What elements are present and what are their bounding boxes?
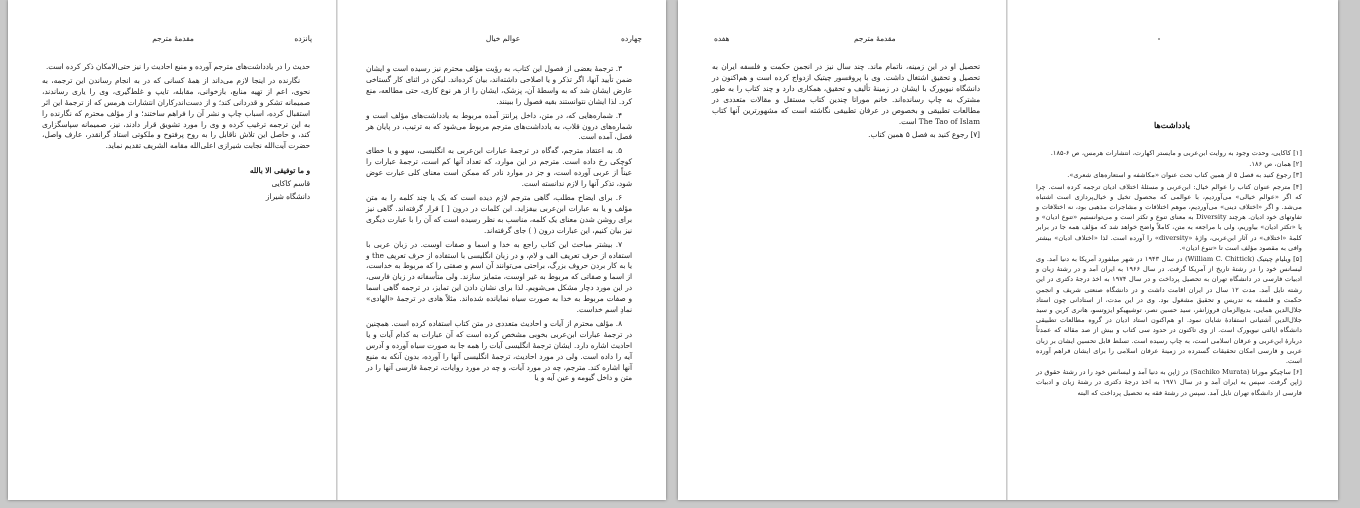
running-header bbox=[34, 34, 312, 46]
note-item: [۲] همان، ص ۱۸۶. bbox=[1249, 160, 1302, 169]
signature-block bbox=[42, 164, 310, 203]
page-mark bbox=[1158, 38, 1160, 40]
book-spread-left bbox=[8, 0, 666, 500]
paragraph: حدیث را در یادداشت‌های مترجم آورده و منبع احادیث را نیز حتی‌الامکان ذکر کرده است. bbox=[45, 62, 310, 71]
page-body bbox=[42, 62, 310, 203]
paragraph: ۶. برای ایضاح مطلب، گاهی مترجم لازم دیده است که یک یا چند کلمه را به متن مؤلف و یا به عبارات ابن‌عربی بیفزاید. این کلمات در درون [ ] قرار گرفته‌اند. گاهی نیز برای روشن شدن معنای یک کلمه، مناسب به نظر رسیده است که آن را با عبارت دیگری نیز بیان کنیم، این عبارات درون ( ) جای گرفته‌اند. bbox=[366, 192, 632, 235]
paragraph: ۴. شماره‌هایی که، در متن، داخل پرانتز آمده مربوط به یادداشت‌های مؤلف است و شماره‌های درون قلاب، به یادداشت‌های مترجم مربوط می‌شود که به ترتیب، در پایان هر فصل، آمده است. bbox=[366, 110, 632, 142]
translator-name: قاسم کاکایی bbox=[271, 179, 310, 189]
page-number: هفده bbox=[714, 34, 730, 43]
page-number: پانزده bbox=[294, 34, 312, 43]
paragraph: ۸. مؤلف محترم از آیات و احادیث متعددی در متن کتاب استفاده کرده است. همچنین در ترجمۀ عبارات ابن‌عربی بخوبی مشخص کرده است که آن عبارات به کدام آیات و یا احادیث اشاره دارد. ایشان ترجمۀ انگلیسی آیات را همه جا به صورت سیاه آورده و آدرس آیه را داده است. ولی در مورد احادیث، ترجمۀ انگلیسی آنها را آورده، بدون آنکه به منبع آنها اشاره کند. مترجم، چه در مورد آیات، و چه در مورد روایات، ترجمۀ فارسی آنها را در متن و داخل گیومه و عین آیه و یا bbox=[366, 318, 632, 383]
paragraph: ۵. به اعتقاد مترجم، گه‌گاه در ترجمۀ عبارات ابن‌عربی به انگلیسی، سهو و یا خطای کوچکی رخ داده است. مترجم در این موارد، که تعداد آنها کم است، ترجمۀ عبارات را عیناً از عربی آورده است، و جز در موارد نادر که ممکن است معنای کلی عبارت عوض شود، تذکر آنها را لازم ندانسته است. bbox=[366, 146, 632, 189]
paragraph: ۳. ترجمۀ بعضی از فصول این کتاب، به رؤیت مؤلف محترم نیز رسیده است و ایشان ضمن تأیید آنها، اگر تذکر و یا اصلاحی داشته‌اند، بیان کرده‌اند. لیکن در اثنای کار گستاخی عارض ایشان شد که به واسطۀ آن، پزشک، ایشان را از هر نوع کاری، حتی مطالعه، منع کرد. لذا ایشان نتوانستند بقیه فصول را ببینند. bbox=[366, 64, 632, 106]
notes-heading: یادداشت‌ها bbox=[1153, 120, 1191, 130]
running-header bbox=[364, 34, 642, 46]
paragraph: تحصیل او در این زمینه، ناتمام ماند. چند سال نیز در انجمن حکمت و فلسفه ایران به تحصیل و تحقیق اشتغال داشت. وی با پروفسور چیتیک ازدواج کرده است و هم‌اکنون در دانشگاه نیویورک با ایشان در زمینۀ تألیف و تحقیق، همکاری دارد و چند کتاب را به طور مشترک به چاپ رسانده‌اند. خانم موراتا چندین کتاب مستقل و مقالات متعددی در مطالعات تطبیقی و بخصوص در عرفان تطبیقی نگاشته است که مشهورترین آنها کتاب The Tao of Islam است. bbox=[712, 62, 980, 126]
running-title: مقدمۀ مترجم bbox=[854, 34, 896, 43]
page-17 bbox=[678, 0, 1006, 500]
note-item: [۵] ویلیام چیتیک (William C. Chittick) در سال ۱۹۴۳ در شهر میلفورد آمریکا به دنیا آمد. وی لیسانس خود را در رشتۀ تاریخ از آمریکا گرفت. در سال ۱۹۶۶ به ایران آمد و در رشتۀ زبان و ادبیات فارسی در دانشگاه تهران به تحصیل پرداخت و در سال ۱۹۷۴ به اخذ درجۀ دکتری در این رشته نایل آمد. مدت ۱۲ سال در ایران اقامت داشت و در دانشگاه صنعتی شریف و انجمن حکمت و فلسفه به تدریس و تحقیق مشغول بود. وی در این مدت، از استادانی چون استاد جلال‌الدین همایی، بدیع‌الزمان فروزانفر، سید حسین نصر، توشیهیکو ایزوتسو، هانری کربن و سید جلال‌الدین آشتیانی استفادۀ شایان نمود. او هم‌اکنون استاد ادیان در گروه مطالعات تطبیقی دانشگاه ایالتی نیویورک است. از وی تاکنون در حدود سی کتاب و بیش از صد مقاله که عمدتاً دربارۀ ابن‌عربی و عرفان اسلامی است، به چاپ رسیده است. تسلط قابل تحسین ایشان بر زبان عربی و فارسی امکان تحقیقات گسترده در زمینۀ عرفان اسلامی را برای ایشان فراهم آورده است. bbox=[1036, 255, 1303, 366]
paragraph: نگارنده در اینجا لازم می‌داند از همۀ کسانی که در به انجام رساندن این ترجمه، به نحوی، اعم از تهیه منابع، بازخوانی، مقابله، تایپ و غلط‌گیری، وی را یاری رساندند، صمیمانه تشکر و قدردانی کند؛ و از دست‌اندرکاران انتشارات هرمس که از ترجمۀ این اثر استقبال کرده، اسباب چاپ و نشر آن را فراهم ساختند؛ و از مؤلف محترم که نگارنده را به این ترجمه ترغیب کرده و وی را مورد تشویق قرار دادند، نیز، صمیمانه سپاسگزاری کند، و حاصل این تلاش ناقابل را به روح پرفتوح و ملکوتی استاد گرانقدر، عارف واصل، حضرت آیت‌الله نجابت شیرازی اعلی‌الله مقامه الشریف تقدیم نماید. bbox=[42, 75, 310, 151]
note-item: [۴] مترجم عنوان کتاب را عوالم خیال: ابن‌عربی و مسئلۀ اختلاف ادیان ترجمه کرده است. چرا که اگر «عوالم خیالی» می‌آوردیم، با عوالمی که محصول تخیل و خیال‌پردازی است اشتباه می‌شد. و اگر «اختلاف دینی» می‌آوردیم، موهم اختلافات و مشاجرات مذهبی بود، نه اختلافات و تفاوتهای خود ادیان. هرچند Diversity به معنای تنوع و تکثر است و می‌توانستیم «تنوع ادیان» و یا «تکثر ادیان» بیاوریم، ولی با مراجعه به متن، کاملاً واضح خواهد شد که مؤلف همه جا در برابر کلمۀ «اختلاف» در آثار ابن‌عربی، واژۀ «diversity» را آورده است. لذا «اختلاف ادیان» بیشتر وافی به مقصود مؤلف است تا «تنوع ادیان». bbox=[1036, 182, 1303, 252]
running-title: مقدمۀ مترجم bbox=[152, 34, 194, 43]
page-number: چهارده bbox=[621, 34, 642, 43]
note-item: [۱] کاکایی، وحدت وجود به روایت ابن‌عربی و مایستر اکهارت، انتشارات هرمس، ص ۶-۱۸۵. bbox=[1050, 149, 1302, 157]
note-item: [۳] رجوع کنید به فصل ۵ از همین کتاب تحت عنوان «مکاشفه و استعاره‌های شعری». bbox=[1067, 171, 1302, 180]
page-14 bbox=[338, 0, 666, 500]
page-body bbox=[366, 64, 632, 387]
translator-note: [۷] رجوع کنید به فصل ۵ همین کتاب. bbox=[868, 130, 980, 140]
translator-affiliation: دانشگاه شیراز bbox=[265, 192, 310, 202]
page-16 bbox=[1008, 0, 1336, 500]
book-spread-right bbox=[678, 0, 1338, 500]
page-body bbox=[712, 62, 980, 144]
page-15 bbox=[8, 0, 336, 500]
paragraph: ۷. بیشتر مباحث این کتاب راجع به خدا و اسما و صفات اوست. در زبان عربی با استفاده از حرف تعریف الف و لام، و در زبان انگلیسی با استفاده از حرف تعریف the و یا به کار بردن حروف بزرگ، براحتی می‌توانند آن اسم و صفتی را که مربوط به خداست، از اسما و صفاتی که مربوط به غیر اوست، متمایز سازند. ولی متأسفانه در زبان فارسی، در این مورد دچار مشکل می‌شویم. لذا برای نشان دادن این تمایز، در ترجمه گاهی اسما و صفات مربوط به خدا به صورت سیاه نمایانده شده‌اند. مثلاً هادی در ترجمۀ «الهادی» نمادِ اسم خداست. bbox=[366, 239, 632, 315]
running-header bbox=[704, 34, 982, 46]
closing-phrase: و ما توفیقی الا بالله bbox=[249, 166, 310, 176]
notes-list bbox=[1036, 148, 1302, 399]
note-item: [۶] ساچیکو موراتا (Sachiko Murata) در ژاپن به دنیا آمد و لیسانس خود را در رشتۀ حقوق در ژاپن گرفت. سپس به ایران آمد و در سال ۱۹۷۱ به اخذ درجۀ دکتری در رشتۀ زبان و ادبیات فارسی از دانشگاه تهران نایل آمد. سپس در رشتۀ فقه به تحصیل پرداخت که البته bbox=[1036, 368, 1303, 397]
running-title: عوالم خیال bbox=[485, 34, 521, 43]
